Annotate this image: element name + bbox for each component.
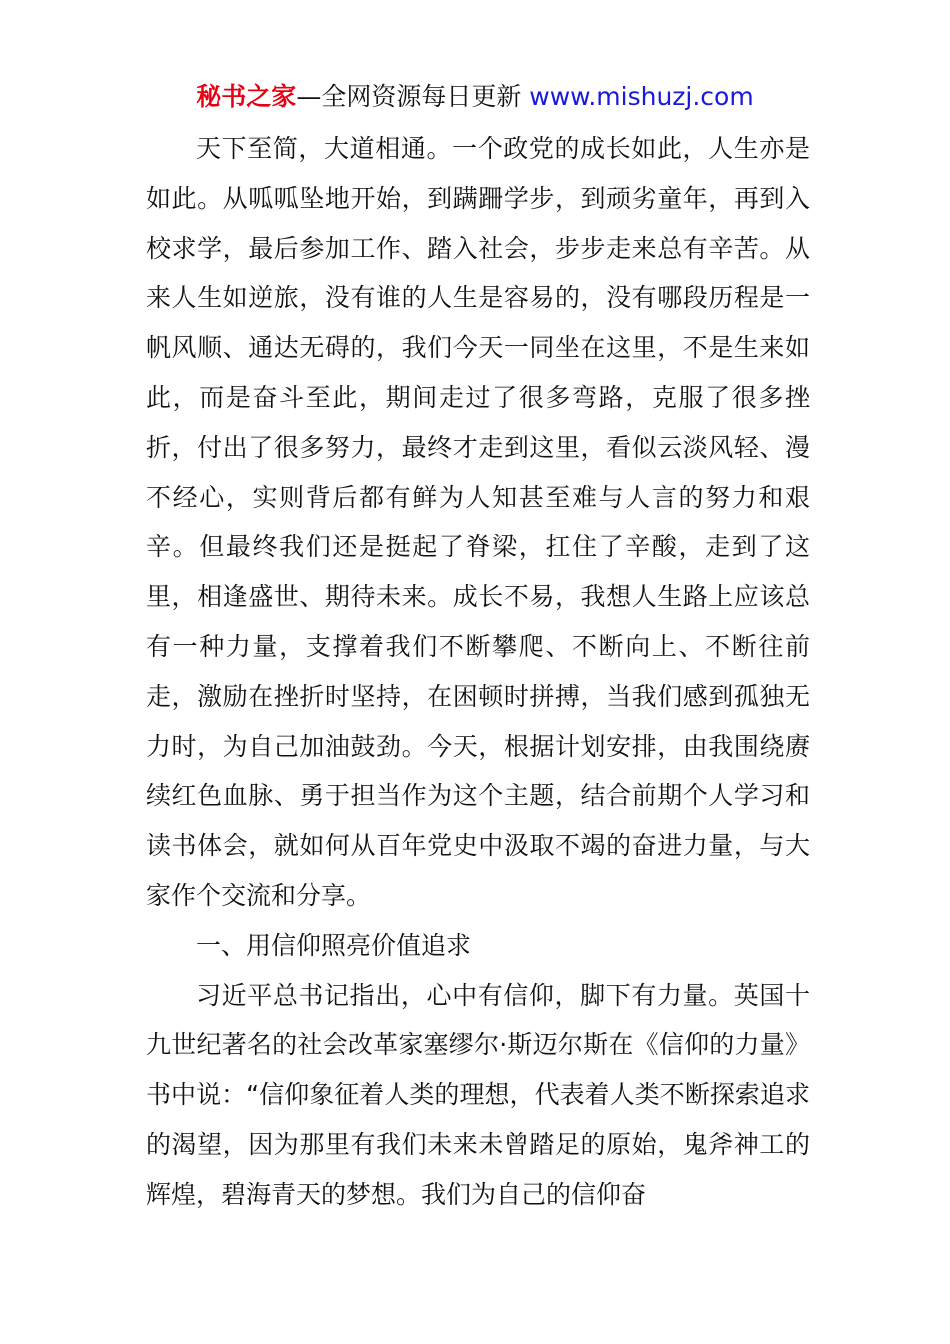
site-header — [0, 80, 950, 114]
intro-paragraph: 天下至简，大道相通。一个政党的成长如此，人生亦是如此。从呱呱坠地开始，到蹒跚学步，到顽劣童年，再到入校求学，最后参加工作、踏入社会，步步走来总有辛苦。从来人生如逆旅，没有谁的人生是容易的，没有哪段历程是一帆风顺、通达无碍的，我们今天一同坐在这里，不是生来如此，而是奋斗至此，期间走过了很多弯路，克服了很多挫折，付出了很多努力，最终才走到这里，看似云淡风轻、漫不经心，实则背后都有鲜为人知甚至难与人言的努力和艰辛。但最终我们还是挺起了脊梁，扛住了辛酸，走到了这里，相逢盛世、期待未来。成长不易，我想人生路上应该总有一种力量，支撑着我们不断攀爬、不断向上、不断往前走，激励在挫折时坚持，在困顿时拼搏，当我们感到孤独无力时，为自己加油鼓劲。今天，根据计划安排，由我围绕赓续红色血脉、勇于担当作为这个主题，结合前期个人学习和读书体会，就如何从百年党史中汲取不竭的奋进力量，与大家作个交流和分享。 — [146, 134, 810, 910]
site-url-link[interactable]: www.mishuzj.com — [529, 82, 754, 111]
header-tagline: —全网资源每日更新 — [296, 82, 522, 111]
brand-name: 秘书之家 — [196, 82, 297, 111]
section-heading: 一、用信仰照亮价值追求 — [196, 930, 472, 960]
body-paragraph: 习近平总书记指出，心中有信仰，脚下有力量。英国十九世纪著名的社会改革家塞缪尔·斯迈尔斯在《信仰的力量》书中说：“信仰象征着人类的理想，代表着人类不断探索追求的渴望，因为那里有我们未来未曾踏足的原始，鬼斧神工的辉煌，碧海青天的梦想。我们为自己的信仰奋 — [146, 980, 810, 1209]
document-body — [146, 124, 810, 1220]
